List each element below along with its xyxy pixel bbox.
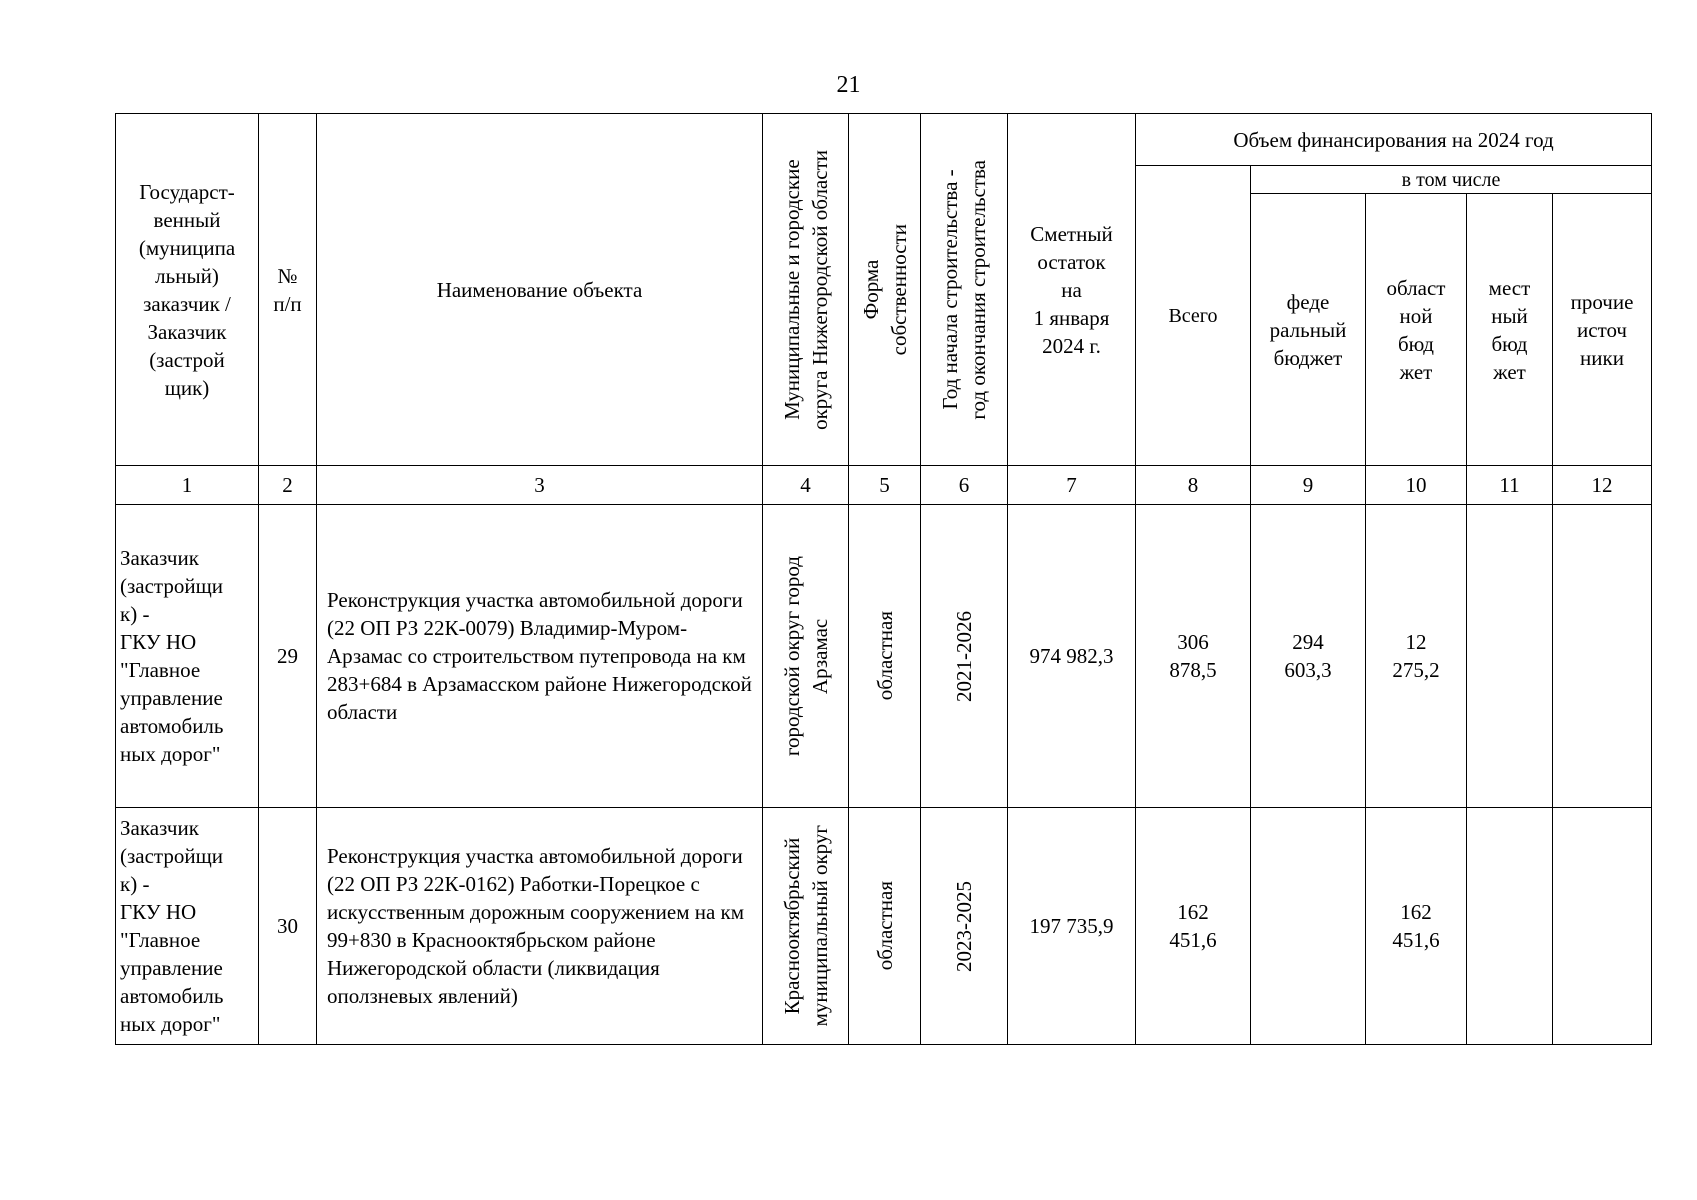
column-number: 10: [1366, 466, 1467, 505]
column-number: 5: [849, 466, 921, 505]
header-estimate-balance: Сметный остаток на 1 января 2024 г.: [1008, 114, 1136, 466]
row-ownership: областная: [872, 881, 897, 971]
row-object-name: Реконструкция участка автомобильной дороги (22 ОП РЗ 22К-0162) Работки-Порецкое с искусственным дорожным сооружением на км 99+830 в Краснооктябрьском районе Нижегородской области (ликвидация оползневых явлений): [317, 808, 763, 1045]
page-number: 21: [836, 72, 861, 98]
row-estimate-balance: 974 982,3: [1008, 505, 1136, 808]
row-other: [1553, 505, 1652, 808]
header-years: Год начала строительства - год окончания строительства: [938, 159, 990, 420]
header-ownership-cell: [849, 114, 921, 466]
row-years: 2021-2026: [952, 610, 976, 702]
row-local: [1467, 808, 1553, 1045]
row-customer: Заказчик (застройщи к) - ГКУ НО "Главное управление автомобиль ных дорог": [116, 808, 259, 1045]
column-number: 6: [921, 466, 1008, 505]
row-years-cell: [921, 808, 1008, 1045]
header-row-financing: [116, 114, 1652, 166]
header-other: прочие источ ники: [1553, 194, 1652, 466]
row-municipality-cell: [763, 808, 849, 1045]
header-federal: феде ральный бюджет: [1251, 194, 1366, 466]
row-total: 162 451,6: [1136, 808, 1251, 1045]
row-years: 2023-2025: [952, 880, 976, 972]
header-municipality: Муниципальные и городские округа Нижегородской области: [779, 149, 832, 430]
header-years-cell: [921, 114, 1008, 466]
row-ownership-cell: [849, 505, 921, 808]
column-number: 12: [1553, 466, 1652, 505]
row-other: [1553, 808, 1652, 1045]
header-customer: Государст- венный (муниципа льный) заказчик / Заказчик (застрой щик): [116, 114, 259, 466]
row-federal: [1251, 808, 1366, 1045]
column-number: 9: [1251, 466, 1366, 505]
row-number: 30: [259, 808, 317, 1045]
row-ownership: областная: [872, 611, 897, 701]
row-estimate-balance: 197 735,9: [1008, 808, 1136, 1045]
column-number: 8: [1136, 466, 1251, 505]
header-total: Всего: [1136, 166, 1251, 466]
row-local: [1467, 505, 1553, 808]
row-municipality: городской округ город Арзамас: [779, 555, 832, 757]
header-financing: Объем финансирования на 2024 год: [1136, 114, 1652, 166]
column-number: 7: [1008, 466, 1136, 505]
header-local: мест ный бюд жет: [1467, 194, 1553, 466]
row-federal: 294 603,3: [1251, 505, 1366, 808]
row-ownership-cell: [849, 808, 921, 1045]
column-number: 2: [259, 466, 317, 505]
header-municipality-cell: [763, 114, 849, 466]
column-number: 4: [763, 466, 849, 505]
row-municipality-cell: [763, 505, 849, 808]
row-object-name: Реконструкция участка автомобильной дороги (22 ОП РЗ 22К-0079) Владимир-Муром-Арзамас со строительством путепровода на км 283+684 в Арзамасском районе Нижегородской области: [317, 505, 763, 808]
row-total: 306 878,5: [1136, 505, 1251, 808]
row-number: 29: [259, 505, 317, 808]
header-regional: област ной бюд жет: [1366, 194, 1467, 466]
table-row: [116, 808, 1652, 1045]
column-number: 3: [317, 466, 763, 505]
row-customer: Заказчик (застройщи к) - ГКУ НО "Главное управление автомобиль ных дорог": [116, 505, 259, 808]
row-years-cell: [921, 505, 1008, 808]
header-ownership: Форма собственности: [858, 223, 911, 356]
row-regional: 12 275,2: [1366, 505, 1467, 808]
row-regional: 162 451,6: [1366, 808, 1467, 1045]
header-including: в том числе: [1251, 166, 1652, 194]
row-municipality: Краснооктябрьский муниципальный округ: [779, 825, 832, 1027]
table-row: [116, 505, 1652, 808]
investment-program-table: [115, 113, 1652, 1045]
column-number: 1: [116, 466, 259, 505]
column-number: 11: [1467, 466, 1553, 505]
header-object-name: Наименование объекта: [317, 114, 763, 466]
header-number: № п/п: [259, 114, 317, 466]
column-number-row: [116, 466, 1652, 505]
